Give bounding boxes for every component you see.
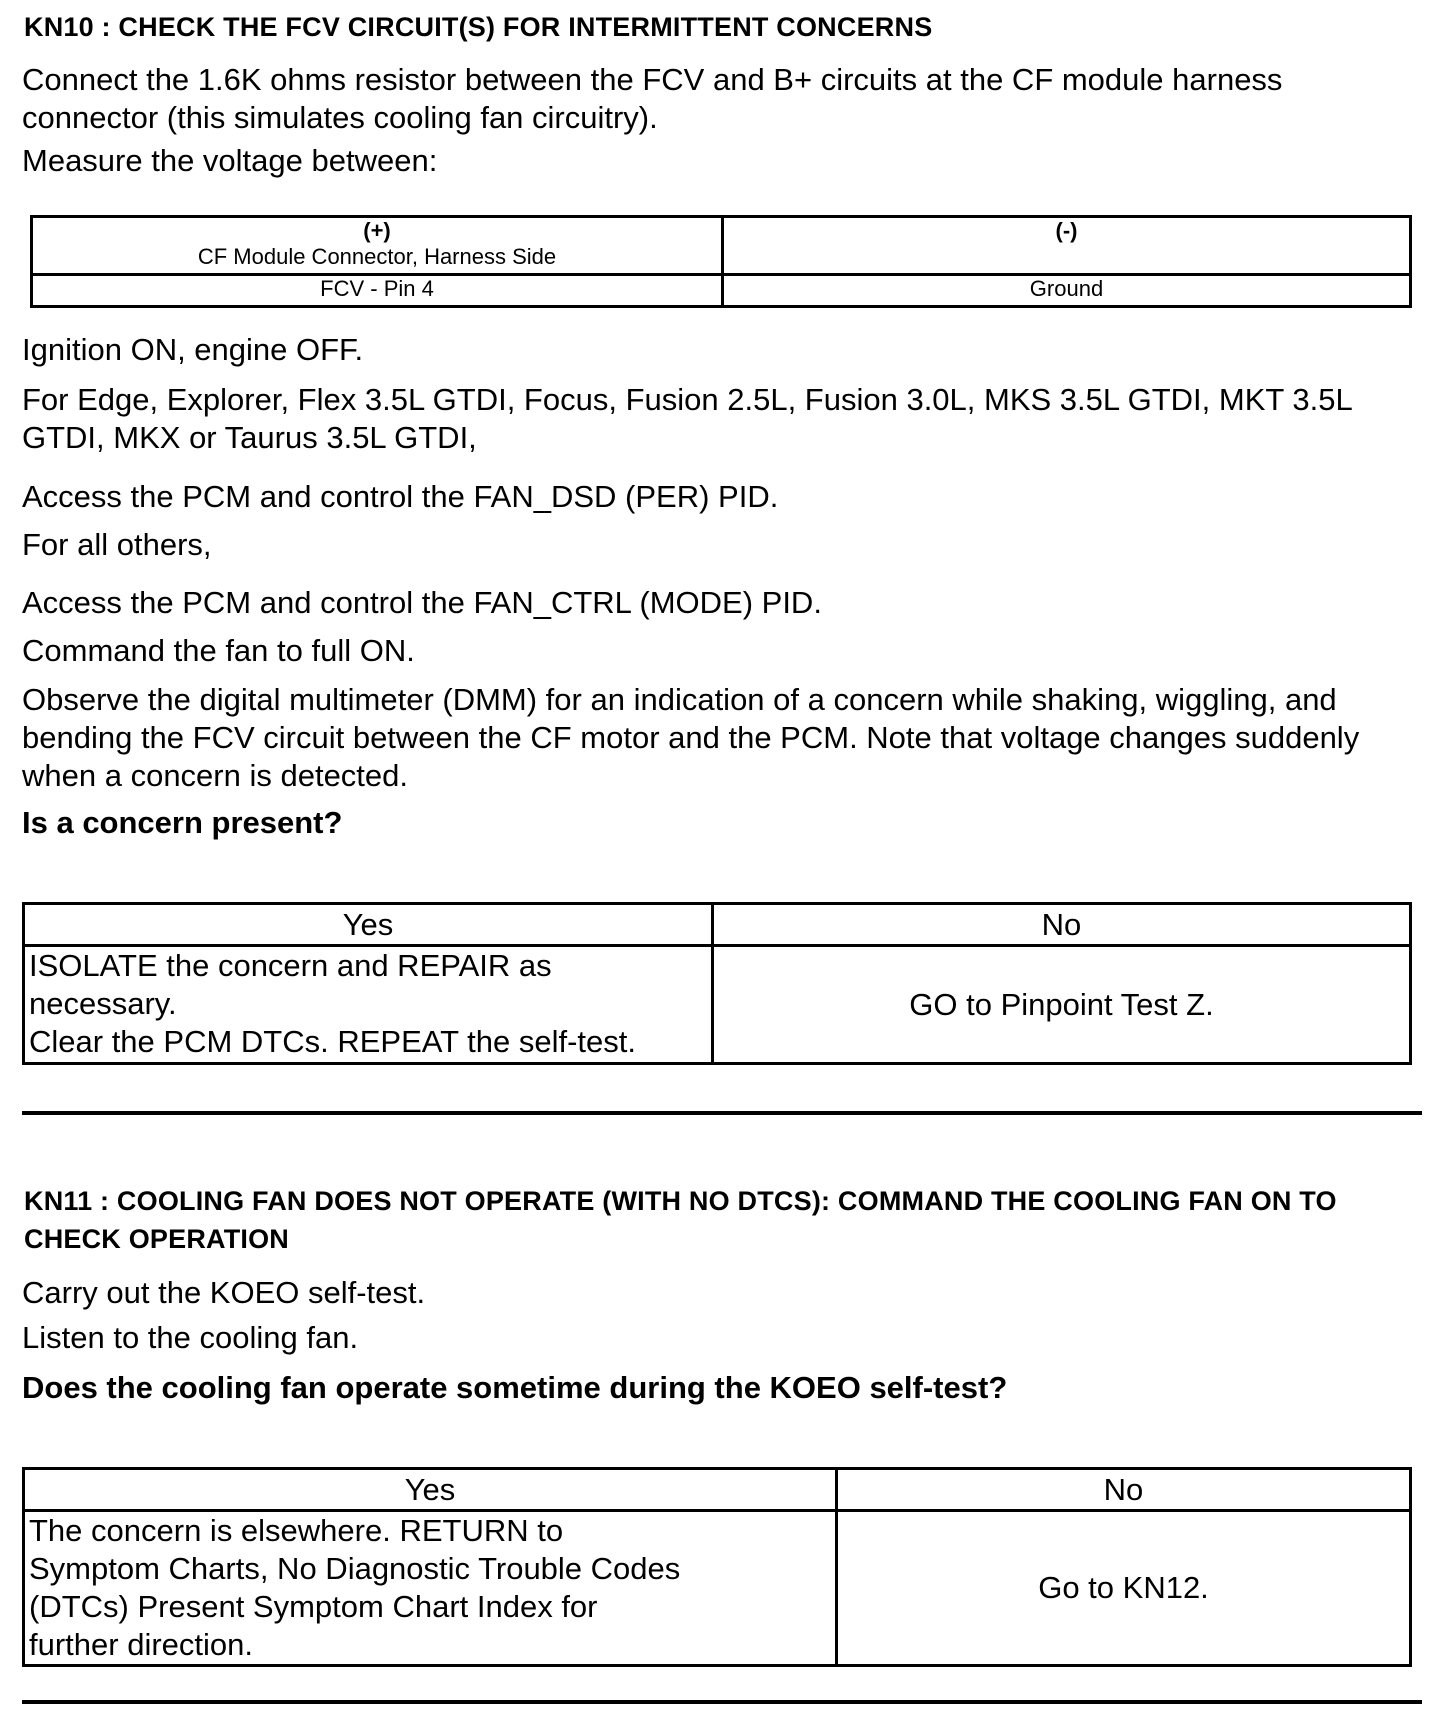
section-divider xyxy=(22,1111,1422,1115)
kn11-yes-line: (DTCs) Present Symptom Chart Index for xyxy=(29,1589,598,1624)
kn10-yes-line: Clear the PCM DTCs. REPEAT the self-test. xyxy=(29,1024,636,1059)
kn11-listen-instruction: Listen to the cooling fan. xyxy=(22,1320,359,1355)
plus-lead-value: FCV - Pin 4 xyxy=(32,275,723,307)
measurement-header-row xyxy=(32,217,1411,275)
kn11-result-header-row xyxy=(24,1469,1411,1511)
kn10-yes-header: Yes xyxy=(24,904,713,946)
kn10-yes-action xyxy=(24,946,713,1064)
kn11-yes-line: The concern is elsewhere. RETURN to xyxy=(29,1513,564,1548)
kn11-question: Does the cooling fan operate sometime during the KOEO self-test? xyxy=(22,1370,1008,1405)
kn11-heading xyxy=(24,1182,1337,1258)
kn10-question: Is a concern present? xyxy=(22,805,343,840)
kn10-observe-instruction: Observe the digital multimeter (DMM) for an indication of a concern while shaking, wiggling, and bending the FCV circuit between the CF motor and the PCM. Note that voltage changes suddenly when a concern is detected. xyxy=(22,682,1360,793)
kn11-result-body-row xyxy=(24,1511,1411,1666)
kn11-no-header: No xyxy=(837,1469,1411,1511)
kn10-command-instruction: Command the fan to full ON. xyxy=(22,633,415,668)
kn10-yes-line: necessary. xyxy=(29,986,177,1021)
kn11-result-table xyxy=(22,1467,1412,1667)
kn11-yes-action xyxy=(24,1511,837,1666)
kn10-measurement-table xyxy=(30,215,1412,308)
kn10-result-body-row xyxy=(24,946,1411,1064)
kn10-ignition-instruction: Ignition ON, engine OFF. xyxy=(22,332,364,367)
kn11-carry-out-instruction: Carry out the KOEO self-test. xyxy=(22,1275,426,1310)
kn11-heading-line: KN11 : COOLING FAN DOES NOT OPERATE (WITH NO DTCS): COMMAND THE COOLING FAN ON TO xyxy=(24,1186,1337,1216)
kn10-measure-instruction: Measure the voltage between: xyxy=(22,143,438,178)
kn10-models-condition: For Edge, Explorer, Flex 3.5L GTDI, Focus, Fusion 2.5L, Fusion 3.0L, MKS 3.5L GTDI, MKT 3.5L GTDI, MKX or Taurus 3.5L GTDI, xyxy=(22,382,1352,455)
kn10-no-header: No xyxy=(713,904,1411,946)
kn10-access-fan-dsd: Access the PCM and control the FAN_DSD (PER) PID. xyxy=(22,479,779,514)
section-divider xyxy=(22,1700,1422,1704)
plus-lead-sublabel: CF Module Connector, Harness Side xyxy=(197,244,557,269)
minus-lead-label: (-) xyxy=(1055,218,1078,243)
measurement-value-row xyxy=(32,275,1411,307)
kn10-access-fan-ctrl: Access the PCM and control the FAN_CTRL (MODE) PID. xyxy=(22,585,822,620)
kn10-connect-instruction: Connect the 1.6K ohms resistor between the FCV and B+ circuits at the CF module harness connector (this simulates cooling fan circuitry). xyxy=(22,62,1283,135)
minus-lead-value: Ground xyxy=(723,275,1411,307)
kn10-heading: KN10 : CHECK THE FCV CIRCUIT(S) FOR INTERMITTENT CONCERNS xyxy=(24,12,933,42)
kn10-result-header-row xyxy=(24,904,1411,946)
minus-lead-header-cell xyxy=(723,217,1411,275)
kn11-yes-header: Yes xyxy=(24,1469,837,1511)
kn10-no-action: GO to Pinpoint Test Z. xyxy=(713,946,1411,1064)
kn10-result-table xyxy=(22,902,1412,1065)
kn10-yes-line: ISOLATE the concern and REPAIR as xyxy=(29,948,552,983)
plus-lead-header-cell xyxy=(32,217,723,275)
kn11-no-action: Go to KN12. xyxy=(837,1511,1411,1666)
plus-lead-label: (+) xyxy=(363,218,391,243)
kn11-yes-line: Symptom Charts, No Diagnostic Trouble Codes xyxy=(29,1551,681,1586)
kn11-yes-line: further direction. xyxy=(29,1627,253,1662)
kn11-heading-line: CHECK OPERATION xyxy=(24,1224,290,1254)
kn10-all-others-condition: For all others, xyxy=(22,527,212,562)
